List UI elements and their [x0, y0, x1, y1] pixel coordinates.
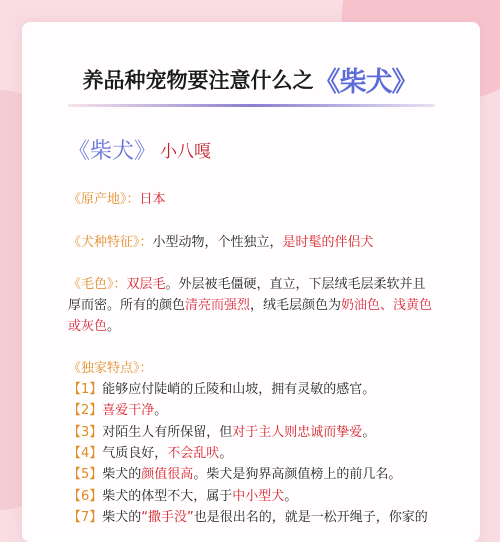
feature-number: 【7】 [68, 509, 103, 525]
coat-text: 。外层被毛僵硬，直立，下层绒毛层柔软并且 [165, 277, 426, 292]
feature-text: 。 [154, 403, 168, 419]
coat-line-3 [68, 316, 120, 337]
feature-item [68, 422, 375, 443]
feature-text: 气质良好， [102, 445, 168, 461]
coat-line-2 [68, 295, 432, 316]
coat-highlight: 双层毛 [126, 277, 166, 292]
coat-text: 厚而密。所有的颜色 [68, 298, 186, 313]
traits-highlight: 是时髦的伴侣犬 [282, 235, 374, 250]
feature-item [68, 464, 401, 485]
page-title-breed: 《柴犬》 [313, 67, 418, 98]
feature-text: 。 [362, 424, 376, 440]
feature-text: 柴犬的 [102, 509, 142, 525]
feature-item [68, 443, 232, 464]
origin-label: 《原产地》： [68, 192, 140, 207]
coat-highlight: 或灰色 [68, 319, 108, 334]
features-heading [68, 358, 153, 379]
traits-text: 小型动物，个性独立， [152, 235, 283, 250]
coat-label: 《毛色》： [68, 277, 127, 292]
feature-item [68, 379, 375, 400]
feature-item [68, 400, 167, 421]
subtitle-nickname: 小八嘎 [160, 142, 212, 162]
subtitle [68, 134, 211, 165]
traits-row [68, 232, 374, 253]
feature-text: 。柴犬是狗界高颜值榜上的前几名。 [193, 467, 402, 483]
page-title-main: 养品种宠物要注意什么之 [82, 68, 314, 93]
feature-text: 柴犬的 [102, 467, 142, 483]
feature-number: 【5】 [68, 467, 103, 483]
coat-text: ，绒毛层颜色为 [250, 298, 342, 313]
coat-line-1 [68, 274, 426, 295]
feature-highlight: 颜值很高 [141, 467, 194, 483]
title-underline [68, 104, 435, 107]
feature-number: 【4】 [68, 445, 103, 461]
coat-highlight: 奶油色、浅黄色 [341, 298, 433, 313]
coat-highlight: 清亮而强烈 [185, 298, 251, 313]
subtitle-breed: 《柴犬》 [68, 139, 157, 164]
feature-text: 对陌生人有所保留，但 [102, 424, 233, 440]
feature-highlight: 不会乱吠 [167, 445, 220, 461]
feature-text: 也是很出名的，就是一松开绳子，你家的 [193, 509, 428, 525]
coat-text: 。 [107, 319, 121, 334]
feature-highlight: 对于主人则忠诚而挚爱 [232, 424, 363, 440]
feature-number: 【1】 [68, 382, 103, 397]
feature-item [68, 507, 428, 528]
feature-highlight: 中小型犬 [232, 488, 285, 504]
feature-number: 【2】 [68, 403, 103, 419]
feature-number: 【3】 [68, 424, 103, 440]
feature-highlight: 喜爱干净 [102, 403, 155, 419]
feature-text: 能够应付陡峭的丘陵和山坡，拥有灵敏的感官。 [102, 382, 376, 397]
feature-highlight: “撒手没” [141, 509, 194, 525]
feature-text: 柴犬的体型不大，属于 [102, 488, 233, 504]
origin-value: 日本 [139, 192, 166, 207]
feature-number: 【6】 [68, 488, 103, 504]
features-label: 《独家特点》： [68, 361, 153, 376]
origin-row [68, 189, 166, 210]
page-title [0, 60, 500, 99]
feature-text: 。 [219, 445, 233, 461]
traits-label: 《犬种特征》： [68, 235, 153, 250]
feature-item [68, 486, 297, 507]
feature-text: 。 [284, 488, 298, 504]
